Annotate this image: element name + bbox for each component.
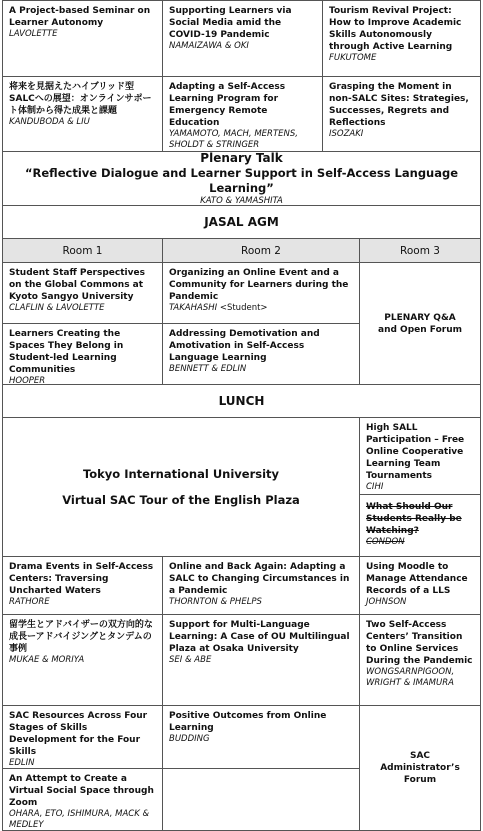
room-2-label: Room 2 [241, 244, 281, 257]
student-note: <Student> [219, 303, 268, 313]
session-title: An Attempt to Create a Virtual Social Space through Zoom [9, 774, 154, 808]
session-authors: OHARA, ETO, ISHIMURA, MACK & MEDLEY [9, 809, 150, 830]
session-authors: YAMAMOTO, MACH, MERTENS, SHOLDT & STRINGER [169, 129, 298, 150]
session-title: What Should Our Students Really be Watching? [366, 502, 462, 536]
session-authors: BENNETT & EDLIN [169, 364, 247, 374]
room-header [359, 238, 481, 263]
session-authors: TAKAHASHI <Student> [169, 303, 268, 313]
room-header [162, 238, 360, 263]
session-title: Learners Creating the Spaces They Belong in Student-led Learning Communities [9, 329, 124, 375]
session-cell [162, 0, 323, 77]
session-title: Grasping the Moment in non-SALC Sites: Strategies, Successes, Regrets and Reflections [329, 82, 469, 128]
session-title: Two Self-Access Centers’ Transition to Online Services During the Pandemic [366, 620, 473, 666]
admin-forum-label: SAC Administrator’s Forum [380, 751, 460, 785]
plenary-qa-label: PLENARY Q&A and Open Forum [378, 312, 462, 335]
session-cell [162, 76, 323, 152]
session-title: Drama Events in Self-Access Centers: Traversing Uncharted Waters [9, 562, 154, 596]
session-authors: JOHNSON [366, 597, 407, 607]
session-authors: FUKUTOME [329, 53, 377, 63]
plenary-heading: Plenary Talk [200, 151, 283, 165]
session-cell [162, 323, 360, 385]
session-authors: CIHI [366, 482, 384, 492]
session-cell [2, 323, 163, 385]
session-cell [162, 705, 360, 769]
room-header [2, 238, 163, 263]
session-title: Tourism Revival Project: How to Improve Academic Skills Autonomously through Active Learning [329, 6, 462, 52]
session-cell [162, 262, 360, 324]
cancelled-session-cell [359, 494, 481, 557]
session-title: Using Moodle to Manage Attendance Records of a LLS [366, 562, 468, 596]
session-authors: THORNTON & PHELPS [169, 597, 262, 607]
session-authors: KANDUBODA & LIU [9, 117, 90, 127]
tour-line-2: Virtual SAC Tour of the English Plaza [62, 493, 300, 507]
empty-cell [162, 768, 360, 831]
session-title: Addressing Demotivation and Amotivation in Self-Access Language Learning [169, 329, 320, 363]
room-1-label: Room 1 [62, 244, 103, 257]
session-title: Supporting Learners via Social Media amid the COVID-19 Pandemic [169, 6, 292, 40]
lunch-row [2, 384, 481, 418]
plenary-title: “Reflective Dialogue and Learner Support in Self-Access Language Learning” [24, 165, 459, 195]
session-cell [2, 0, 163, 77]
session-authors: RATHORE [9, 597, 50, 607]
session-authors: CLAFLIN & LAVOLETTE [9, 303, 105, 313]
session-title: 将来を見据えたハイブリッド型SALCへの展望：オンラインサポート体制から得た成果と課題 [9, 82, 152, 116]
tour-line-1: Tokyo International University [82, 467, 280, 481]
session-cell [322, 0, 481, 77]
session-cell [2, 76, 163, 152]
session-title: Organizing an Online Event and a Community for Learners during the Pandemic [169, 268, 349, 302]
session-title: Support for Multi-Language Learning: A Case of OU Multilingual Plaza at Osaka University [169, 620, 350, 654]
session-title: Online and Back Again: Adapting a SALC to Changing Circumstances in a Pandemic [169, 562, 350, 596]
session-cell [2, 614, 163, 706]
agm-label: JASAL AGM [204, 215, 279, 229]
session-cell [322, 76, 481, 152]
virtual-tour-cell [2, 417, 360, 557]
session-title: Adapting a Self-Access Learning Program for Emergency Remote Education [169, 82, 286, 128]
session-cell [2, 705, 163, 769]
session-title: Positive Outcomes from Online Learning [169, 711, 327, 733]
session-cell [359, 614, 481, 706]
session-authors: ISOZAKI [329, 129, 364, 139]
session-cell [2, 262, 163, 324]
session-cell [162, 556, 360, 615]
session-authors: MUKAE & MORIYA [9, 655, 85, 665]
admin-forum-cell [359, 705, 481, 831]
plenary-qa-cell [359, 262, 481, 385]
session-title: Student Staff Perspectives on the Global Commons at Kyoto Sangyo University [9, 268, 145, 302]
session-title: 留学生とアドバイザーの双方向的な成長ーアドバイジングとタンデムの事例 [9, 620, 153, 654]
plenary-talk [2, 151, 481, 206]
session-cell [2, 768, 163, 831]
session-authors: BUDDING [169, 734, 210, 744]
session-authors: WONGSARNPIGOON, WRIGHT & IMAMURA [366, 667, 455, 688]
session-authors: LAVOLETTE [9, 29, 58, 39]
session-cell [162, 614, 360, 706]
lunch-label: LUNCH [218, 394, 265, 408]
room-3-label: Room 3 [400, 244, 440, 257]
session-title: High SALL Participation – Free Online Cooperative Learning Team Tournaments [366, 423, 465, 481]
session-title: A Project-based Seminar on Learner Autonomy [9, 6, 151, 28]
session-authors: CONDON [366, 537, 405, 547]
agm-row [2, 205, 481, 239]
session-authors: NAMAIZAWA & OKI [169, 41, 249, 51]
session-authors: SEI & ABE [169, 655, 212, 665]
plenary-authors: KATO & YAMASHITA [200, 195, 283, 206]
session-cell [359, 556, 481, 615]
session-title: SAC Resources Across Four Stages of Skills Development for the Four Skills [9, 711, 148, 757]
session-authors: HOOPER [9, 376, 46, 385]
session-authors: EDLIN [9, 758, 35, 768]
session-cell [359, 417, 481, 495]
session-cell [2, 556, 163, 615]
